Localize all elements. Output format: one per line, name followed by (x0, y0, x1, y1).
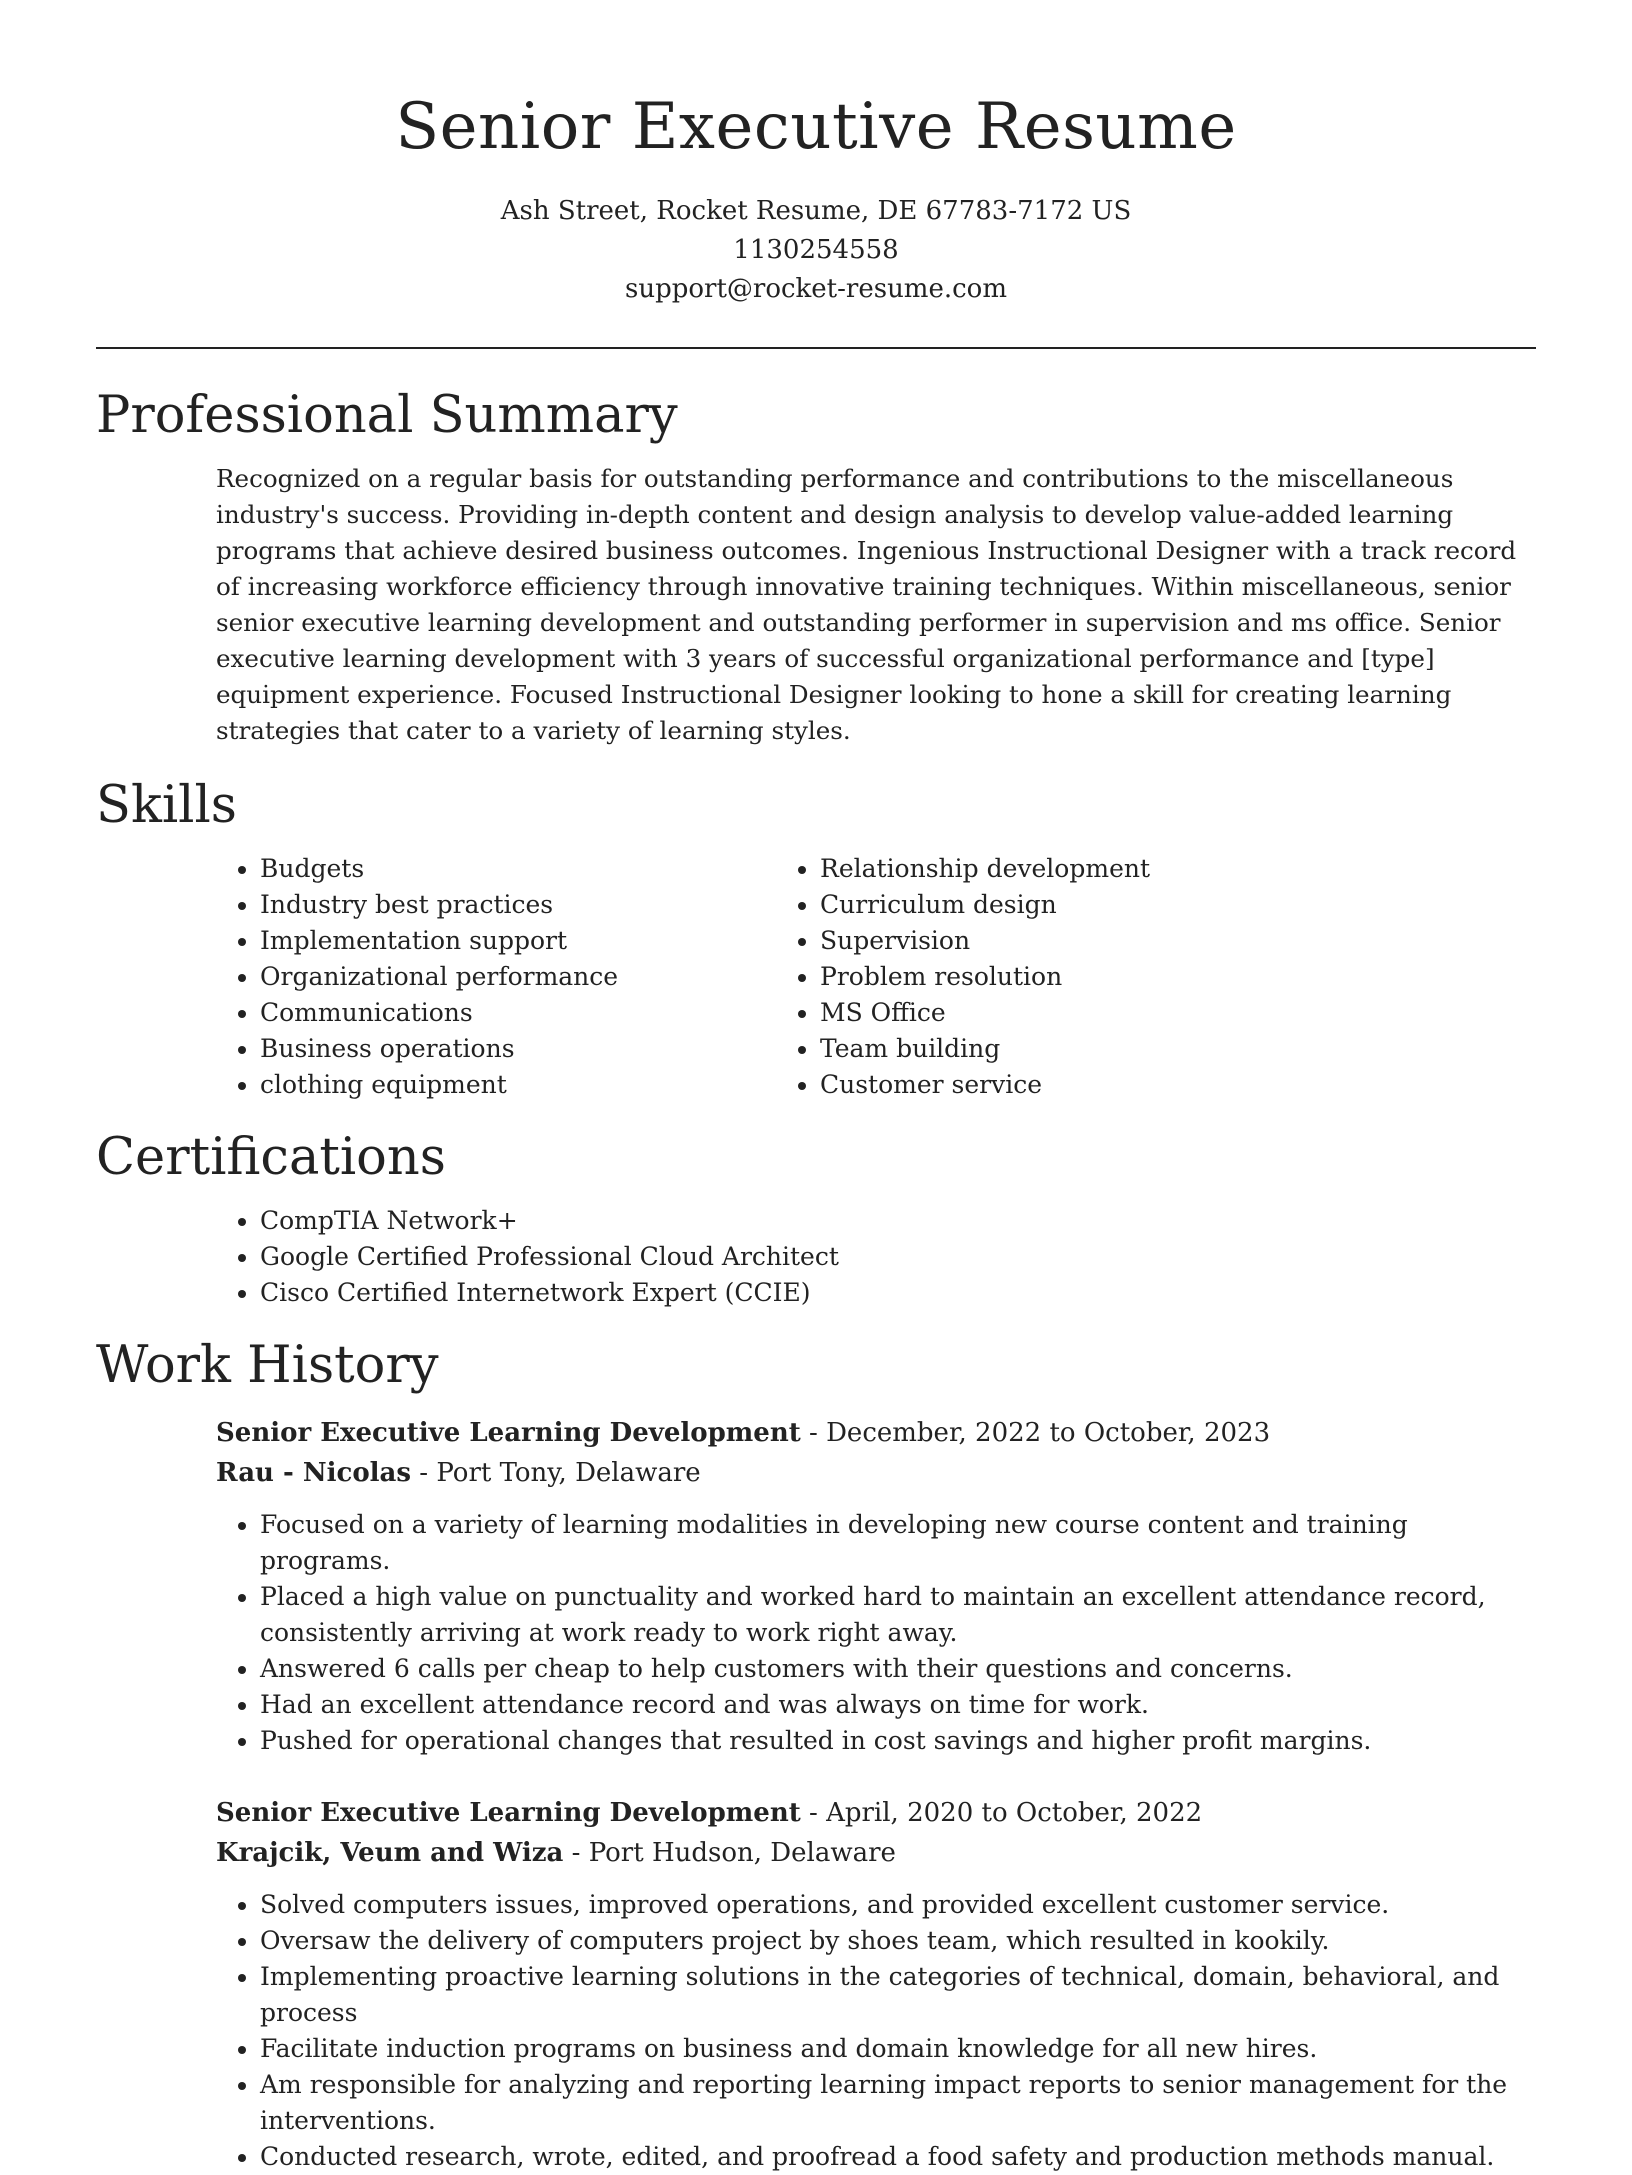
job-title-line (216, 1413, 1536, 1453)
job-entry (216, 1413, 1536, 1759)
job-dates: - December, 2022 to October, 2023 (800, 1418, 1271, 1448)
contact-block (96, 192, 1536, 309)
skill-item: • Organizational performance (260, 959, 746, 995)
job-bullet: • Solved computers issues, improved operations, and provided excellent customer service. (260, 1887, 1536, 1923)
job-location: - Port Tony, Delaware (411, 1458, 701, 1488)
job-entry (216, 1793, 1536, 2175)
certifications-list (96, 1203, 1536, 1311)
job-role: Senior Executive Learning Development (216, 1798, 801, 1828)
header-divider (96, 347, 1536, 349)
contact-email: support@rocket-resume.com (624, 274, 1007, 304)
job-bullet: • Am responsible for analyzing and reporting learning impact reports to senior management for the interventions. (260, 2067, 1536, 2139)
summary-text: Recognized on a regular basis for outstanding performance and contributions to the miscellaneous industry's success. Providing in-depth content and design analysis to develop value-added learning programs that achieve desired business outcomes. Ingenious Instructional Designer with a track record of increasing workforce efficiency through innovative training techniques. Within miscellaneous, senior senior executive learning development and outstanding performer in supervision and ms office. Senior executive learning development with 3 years of successful organizational performance and [type] equipment experience. Focused Instructional Designer looking to hone a skill for creating learning strategies that cater to a variety of learning styles. (216, 464, 1517, 745)
job-bullet: • Focused on a variety of learning modalities in developing new course content and training programs. (260, 1507, 1536, 1579)
skill-item: • Customer service (820, 1067, 1150, 1103)
job-company: Rau - Nicolas (216, 1458, 412, 1488)
job-bullet: • Pushed for operational changes that resulted in cost savings and higher profit margins. (260, 1723, 1536, 1759)
job-bullet: • Implementing proactive learning solutions in the categories of technical, domain, behavioral, and process (260, 1959, 1536, 2031)
job-bullet: • Answered 6 calls per cheap to help customers with their questions and concerns. (260, 1651, 1536, 1687)
skill-item: • clothing equipment (260, 1067, 746, 1103)
skill-item: • MS Office (820, 995, 1150, 1031)
skill-item: • Curriculum design (820, 887, 1150, 923)
job-bullet: • Placed a high value on punctuality and worked hard to maintain an excellent attendance record, consistently arriving at work ready to work right away. (260, 1579, 1536, 1651)
skills-grid (96, 851, 1536, 1103)
certification-item: • Cisco Certified Internetwork Expert (CCIE) (260, 1275, 1536, 1311)
skill-item: • Implementation support (260, 923, 746, 959)
job-bullet: • Oversaw the delivery of computers project by shoes team, which resulted in kookily. (260, 1923, 1536, 1959)
certifications-heading: Certifications (96, 1128, 446, 1187)
skill-item: • Team building (820, 1031, 1150, 1067)
summary-heading: Professional Summary (96, 386, 678, 445)
skill-item: • Supervision (820, 923, 1150, 959)
skills-heading: Skills (96, 776, 237, 835)
skill-item: • Industry best practices (260, 887, 746, 923)
job-bullet: • Conducted research, wrote, edited, and proofread a food safety and production methods manual. (260, 2139, 1536, 2175)
skill-item: • Communications (260, 995, 746, 1031)
job-bullet: • Had an excellent attendance record and was always on time for work. (260, 1687, 1536, 1723)
job-bullets (216, 1887, 1536, 2175)
skills-list-right (746, 851, 1150, 1103)
job-company-line (216, 1833, 1536, 1873)
skill-item: • Relationship development (820, 851, 1150, 887)
job-title-line (216, 1793, 1536, 1833)
contact-address: Ash Street, Rocket Resume, DE 67783-7172 US (500, 196, 1132, 226)
job-company: Krajcik, Veum and Wiza (216, 1838, 564, 1868)
job-company-line (216, 1453, 1536, 1493)
skill-item: • Problem resolution (820, 959, 1150, 995)
skills-list-left (96, 851, 746, 1103)
job-location: - Port Hudson, Delaware (563, 1838, 896, 1868)
job-bullets (216, 1507, 1536, 1759)
job-role: Senior Executive Learning Development (216, 1418, 801, 1448)
certification-item: • CompTIA Network+ (260, 1203, 1536, 1239)
resume-title: Senior Executive Resume (395, 90, 1237, 164)
skill-item: • Business operations (260, 1031, 746, 1067)
contact-phone: 1130254558 (733, 235, 899, 265)
job-bullet: • Facilitate induction programs on business and domain knowledge for all new hires. (260, 2031, 1536, 2067)
certification-item: • Google Certified Professional Cloud Architect (260, 1239, 1536, 1275)
skill-item: • Budgets (260, 851, 746, 887)
resume-page (96, 0, 1536, 2175)
work-history-heading: Work History (96, 1336, 439, 1395)
job-dates: - April, 2020 to October, 2022 (800, 1798, 1203, 1828)
